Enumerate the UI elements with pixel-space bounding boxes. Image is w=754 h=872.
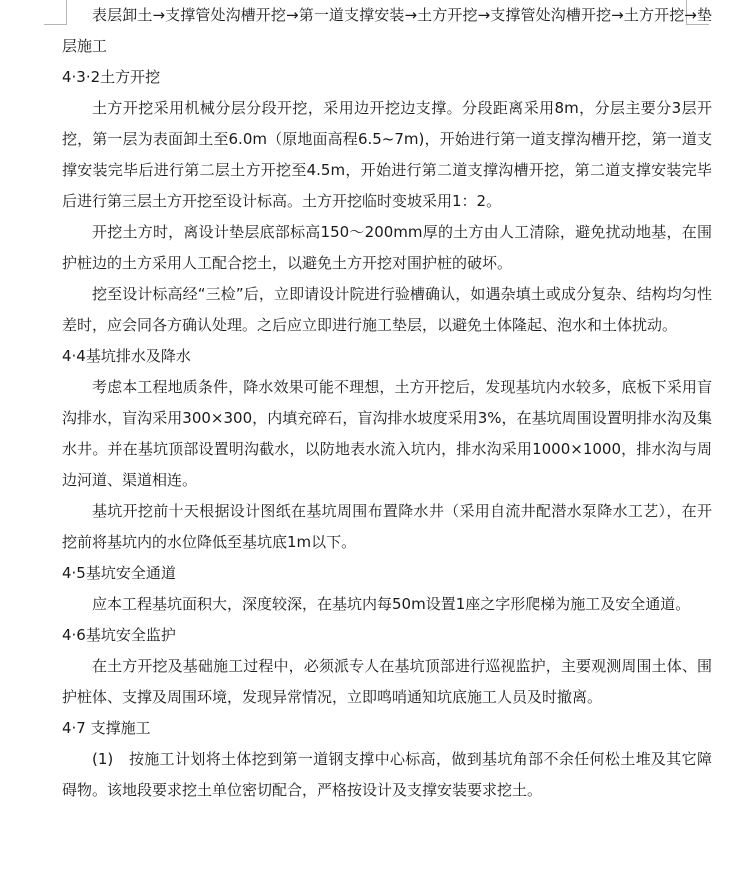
document-page [62,0,712,806]
paragraph-manual-clearing: 开挖土方时，离设计垫层底部标高150～200mm厚的土方由人工清除，避免扰动地基，在围护桩边的土方采用人工配合挖土，以避免土方开挖对围护桩的破坏。 [62,223,712,272]
paragraph-dewatering-wells: 基坑开挖前十天根据设计图纸在基坑周围布置降水井（采用自流井配潜水泵降水工艺），在开挖前将基坑内的水位降低至基坑底1m以下。 [62,502,712,551]
heading-4-3-2: 4·3·2土方开挖 [62,68,161,86]
heading-4-4: 4·4基坑排水及降水 [62,347,191,365]
paragraph-safety-monitoring: 在土方开挖及基础施工过程中，必须派专人在基坑顶部进行巡视监护，主要观测周围土体、围护桩体、支撑及周围环境，发现异常情况，立即鸣哨通知坑底施工人员及时撤离。 [62,657,712,706]
paragraph-inspection: 挖至设计标高经“三检”后，立即请设计院进行验槽确认，如遇杂填土或成分复杂、结构均匀性差时，应会同各方确认处理。之后应立即进行施工垫层，以避免土体隆起、泡水和土体扰动。 [62,285,712,334]
heading-4-7: 4·7 支撑施工 [62,719,151,737]
paragraph-drainage: 考虑本工程地质条件，降水效果可能不理想，土方开挖后，发现基坑内水较多，底板下采用盲沟排水，盲沟采用300×300，内填充碎石，盲沟排水坡度采用3%，在基坑周围设置明排水沟及集水井。并在基坑顶部设置明沟截水，以防地表水流入坑内，排水沟采用1000×1000，排水沟与周边河道、渠道相连。 [62,378,712,489]
heading-4-6: 4·6基坑安全监护 [62,626,176,644]
paragraph-safety-passage: 应本工程基坑面积大，深度较深，在基坑内每50m设置1座之字形爬梯为施工及安全通道。 [92,595,691,613]
paragraph-excavation-method: 土方开挖采用机械分层分段开挖，采用边开挖边支撑。分段距离采用8m，分层主要分3层开挖，第一层为表面卸土至6.0m（原地面高程6.5~7m)，开始进行第一道支撑沟槽开挖，第一道支撑安装完毕后进行第二层土方开挖至4.5m，开始进行第二道支撑沟槽开挖，第二道支撑安装完毕后进行第三层土方开挖至设计标高。土方开挖临时变坡采用1：2。 [62,99,712,210]
paragraph-support-step-1: (1) 按施工计划将土体挖到第一道钢支撑中心标高，做到基坑角部不余任何松土堆及其它障碍物。该地段要求挖土单位密切配合，严格按设计及支撑安装要求挖土。 [62,750,712,799]
paragraph-process-flow: 表层卸土→支撑管处沟槽开挖→第一道支撑安装→土方开挖→支撑管处沟槽开挖→土方开挖→垫层施工 [62,6,712,55]
heading-4-5: 4·5基坑安全通道 [62,564,176,582]
